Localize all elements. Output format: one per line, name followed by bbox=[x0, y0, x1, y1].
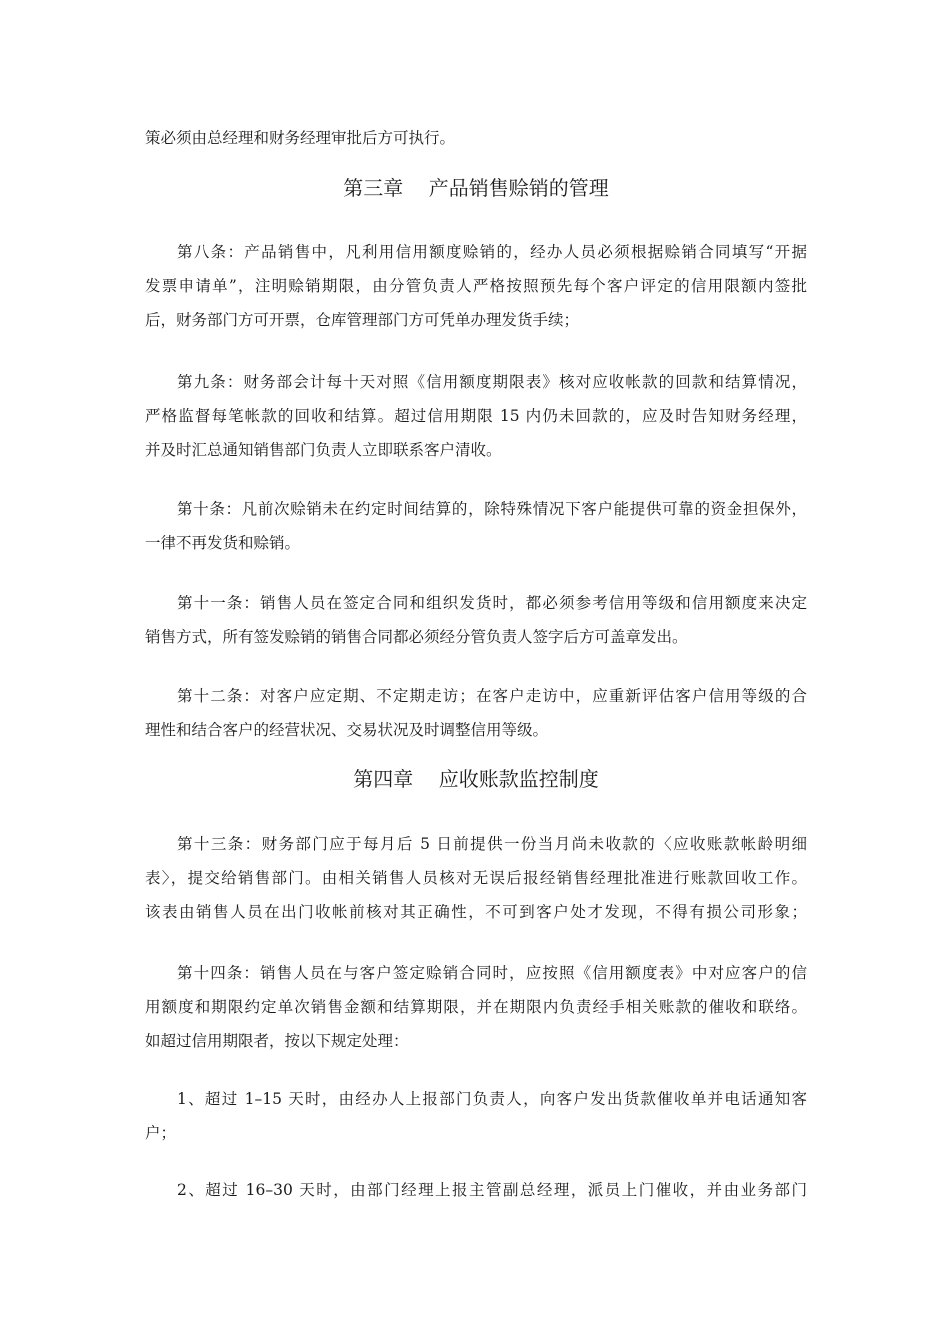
text-line: 后，财务部门方可开票，仓库管理部门方可凭单办理发货手续； bbox=[145, 311, 580, 329]
text-line: 销售方式，所有签发赊销的销售合同都必须经分管负责人签字后方可盖章发出。 bbox=[145, 628, 688, 646]
text-line: 该表由销售人员在出门收帐前核对其正确性，不可到客户处才发现，不得有损公司形象； bbox=[145, 903, 807, 921]
text-line: 户； bbox=[145, 1124, 177, 1142]
text-line: 一律不再发货和赊销。 bbox=[145, 534, 301, 552]
text-line: 第十二条：对客户应定期、不定期走访；在客户走访中，应重新评估客户信用等级的合 bbox=[177, 687, 807, 705]
text-line: 第十一条：销售人员在签定合同和组织发货时，都必须参考信用等级和信用额度来决定 bbox=[177, 594, 807, 612]
text-line: 2、超过 16–30 天时，由部门经理上报主管副总经理，派员上门催收，并由业务部门 bbox=[177, 1181, 807, 1199]
text-line: 用额度和期限约定单次销售金额和结算期限，并在期限内负责经手相关账款的催收和联络。 bbox=[145, 998, 807, 1016]
text-line: 表〉，提交给销售部门。由相关销售人员核对无误后报经销售经理批准进行账款回收工作。 bbox=[145, 869, 807, 887]
text-line: 严格监督每笔帐款的回收和结算。超过信用期限 15 内仍未回款的，应及时告知财务经理， bbox=[145, 407, 807, 425]
text-line: 发票申请单”，注明赊销期限，由分管负责人严格按照预先每个客户评定的信用限额内签批 bbox=[145, 277, 807, 295]
chapter-heading: 第四章 应收账款监控制度 bbox=[353, 767, 599, 791]
text-line: 理性和结合客户的经营状况、交易状况及时调整信用等级。 bbox=[145, 721, 549, 739]
text-line: 第八条：产品销售中，凡利用信用额度赊销的，经办人员必须根据赊销合同填写“开据 bbox=[177, 243, 807, 261]
text-line: 第九条：财务部会计每十天对照《信用额度期限表》核对应收帐款的回款和结算情况， bbox=[177, 373, 807, 391]
text-line: 第十条：凡前次赊销未在约定时间结算的，除特殊情况下客户能提供可靠的资金担保外， bbox=[177, 500, 807, 518]
text-line: 如超过信用期限者，按以下规定处理： bbox=[145, 1032, 409, 1050]
text-line: 策必须由总经理和财务经理审批后方可执行。 bbox=[145, 129, 456, 147]
chapter-heading: 第三章 产品销售赊销的管理 bbox=[343, 176, 609, 200]
text-line: 第十三条：财务部门应于每月后 5 日前提供一份当月尚未收款的〈应收账款帐龄明细 bbox=[177, 835, 807, 853]
text-line: 并及时汇总通知销售部门负责人立即联系客户清收。 bbox=[145, 441, 502, 459]
text-line: 1、超过 1–15 天时，由经办人上报部门负责人，向客户发出货款催收单并电话通知客 bbox=[177, 1090, 807, 1108]
text-line: 第十四条：销售人员在与客户签定赊销合同时，应按照《信用额度表》中对应客户的信 bbox=[177, 964, 807, 982]
